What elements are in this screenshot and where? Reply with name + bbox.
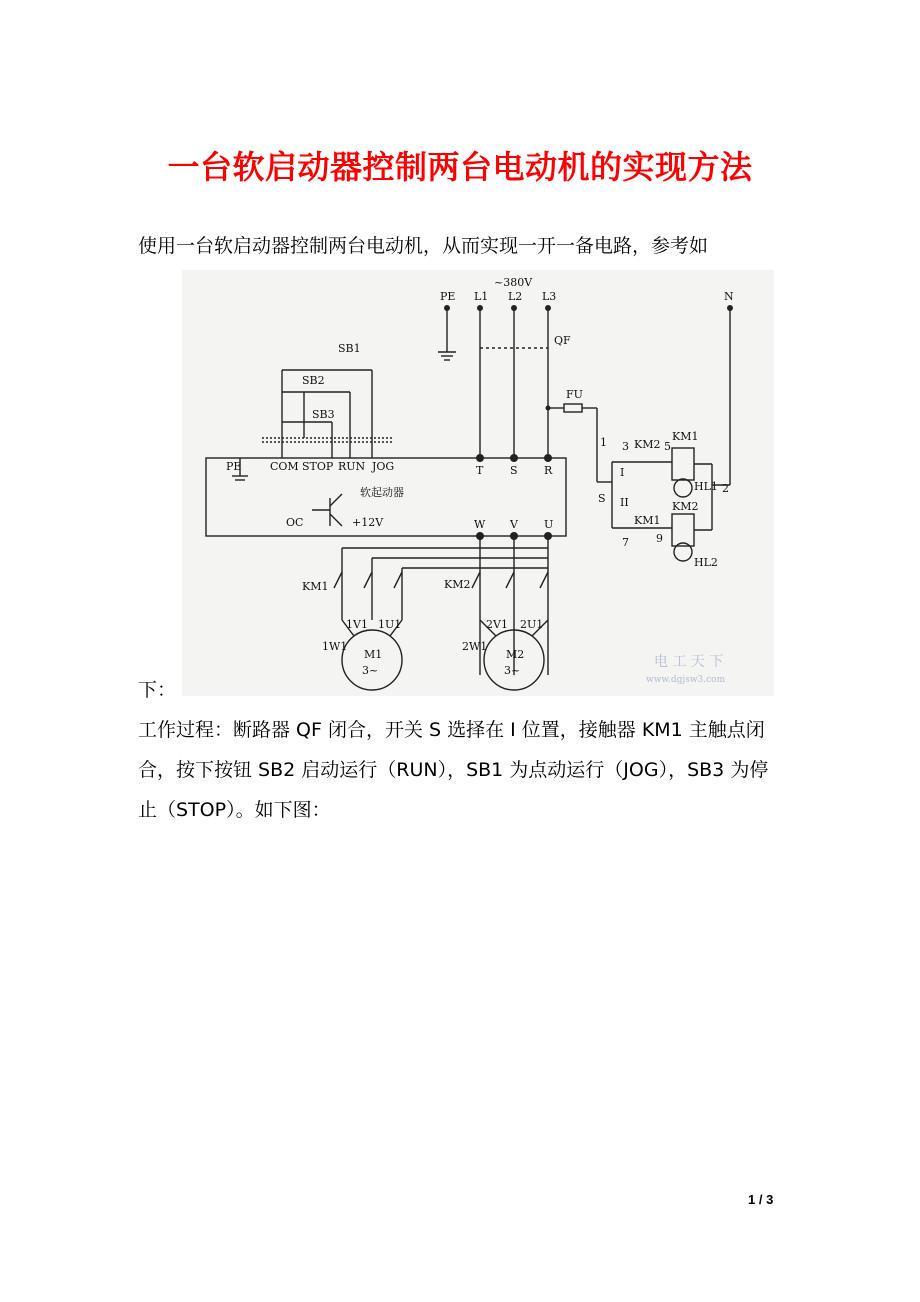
l2-label: L2 <box>508 290 523 303</box>
m1-u-label: 1U1 <box>378 618 402 631</box>
m2-w-label: 2W1 <box>462 640 488 653</box>
km2-main-label: KM2 <box>444 578 471 591</box>
l3-label: L3 <box>542 290 557 303</box>
node-7-label: 7 <box>622 536 629 549</box>
ctrl-km2-label: KM2 <box>634 438 661 451</box>
motor2-phase: 3~ <box>504 664 521 677</box>
terminal-run: RUN <box>338 460 366 473</box>
ctrl-km1-label: KM1 <box>634 514 661 527</box>
m1-w-label: 1W1 <box>322 640 348 653</box>
terminal-t: T <box>476 464 484 477</box>
terminal-u: U <box>544 518 554 531</box>
n-label: N <box>724 290 734 303</box>
wire-1-label: 1 <box>600 436 607 449</box>
terminal-stop: STOP <box>302 460 334 473</box>
soft-starter-label: 软起动器 <box>360 486 404 499</box>
node-9-label: 9 <box>656 532 663 545</box>
pe-label: PE <box>440 290 456 303</box>
node-3-label: 3 <box>622 440 629 453</box>
circuit-diagram-figure <box>182 270 774 696</box>
watermark-text: 电 工 天 下 <box>654 654 724 670</box>
supply-voltage-label: ~380V <box>494 276 533 289</box>
document-title: 一台软启动器控制两台电动机的实现方法 <box>167 148 753 186</box>
oc-label: OC <box>286 516 304 529</box>
terminal-jog: JOG <box>372 460 395 473</box>
intro-paragraph: 使用一台软启动器控制两台电动机，从而实现一开一备电路，参考如 <box>138 235 709 257</box>
terminal-com: COM <box>270 460 299 473</box>
hl2-label: HL2 <box>694 556 718 569</box>
watermark-url: www.dgjsw3.com <box>646 675 726 685</box>
qf-label: QF <box>554 334 571 347</box>
position-i-label: I <box>620 466 625 479</box>
intro-paragraph-tail: 下： <box>138 679 177 701</box>
motor2-label: M2 <box>506 648 525 661</box>
circuit-diagram <box>182 270 774 696</box>
position-ii-label: II <box>620 496 629 509</box>
coil-km2-label: KM2 <box>672 500 699 513</box>
motor1-phase: 3~ <box>362 664 379 677</box>
hl1-label: HL1 <box>694 480 718 493</box>
terminal-pe: PE <box>226 460 242 473</box>
motor1-label: M1 <box>364 648 383 661</box>
page-number: 1 / 3 <box>748 1192 774 1207</box>
m1-v-label: 1V1 <box>346 618 368 631</box>
node-5-label: 5 <box>664 440 671 453</box>
work-process-paragraph: 工作过程：断路器 QF 闭合，开关 S 选择在 I 位置，接触器 KM1 主触点闭合，按下按钮 SB2 启动运行（RUN），SB1 为点动运行（JOG），SB3 为停止（STOP）。如下图： <box>138 719 769 821</box>
m2-u-label: 2U1 <box>520 618 544 631</box>
terminal-r: R <box>544 464 553 477</box>
sb3-label: SB3 <box>312 408 335 421</box>
plus12v-label: +12V <box>352 516 384 529</box>
sb1-label: SB1 <box>338 342 361 355</box>
terminal-v: V <box>510 518 518 531</box>
switch-s-label: S <box>598 492 606 505</box>
m2-v-label: 2V1 <box>486 618 508 631</box>
l1-label: L1 <box>474 290 489 303</box>
terminal-s: S <box>510 464 518 477</box>
coil-km1-label: KM1 <box>672 430 699 443</box>
km1-main-label: KM1 <box>302 580 329 593</box>
fu-label: FU <box>566 388 583 401</box>
wire-2-label: 2 <box>722 482 729 495</box>
terminal-w: W <box>474 518 486 531</box>
sb2-label: SB2 <box>302 374 325 387</box>
